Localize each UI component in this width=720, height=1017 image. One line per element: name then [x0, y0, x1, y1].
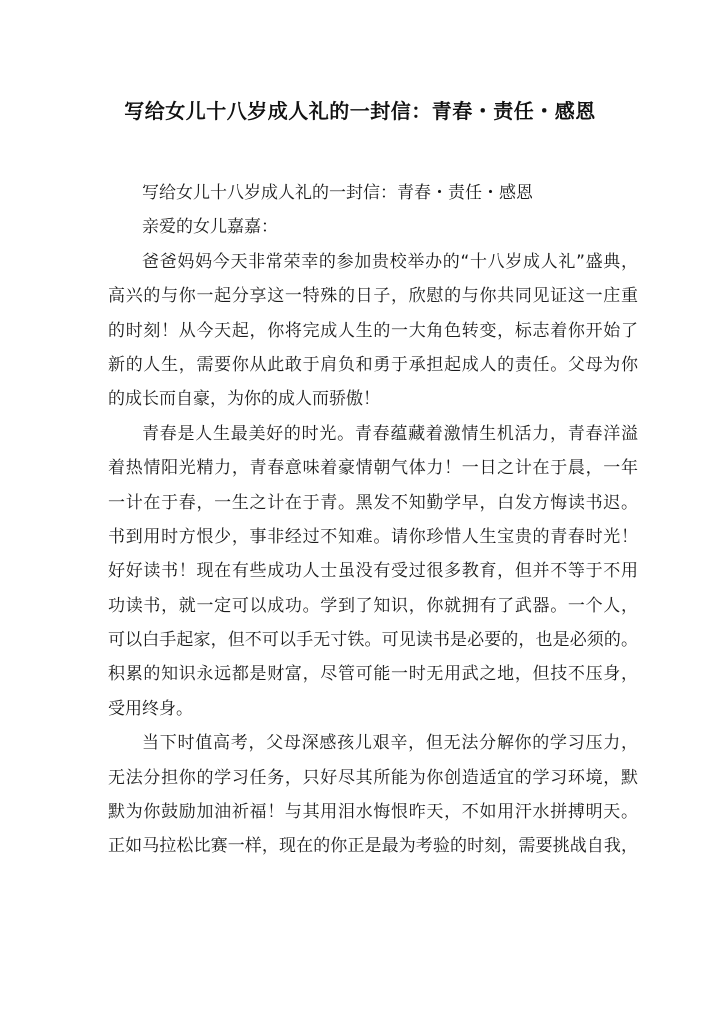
text-line: 写给女儿十八岁成人礼的一封信：青春・责任・感恩 [142, 183, 533, 203]
text-line: 的成长而自豪，为你的成人而骄傲！ [108, 389, 380, 410]
text-line: 功读书，就一定可以成功。学到了知识，你就拥有了武器。一个人， [108, 595, 638, 616]
text-line: 正如马拉松比赛一样，现在的你正是最为考验的时刻，需要挑战自我， [108, 836, 638, 857]
text-line: 好好读书！现在有些成功人士虽没有受过很多教育，但并不等于不用 [108, 561, 638, 582]
text-line: 可以白手起家，但不可以手无寸铁。可见读书是必要的，也是必须的。 [108, 630, 638, 651]
text-line: 积累的知识永远都是财富，尽管可能一时无用武之地，但技不压身， [108, 664, 638, 685]
document-title: 写给女儿十八岁成人礼的一封信：青春・责任・感恩 [124, 99, 596, 123]
text-line: 高兴的与你一起分享这一特殊的日子，欣慰的与你共同见证这一庄重 [108, 286, 638, 307]
text-line: 书到用时方恨少，事非经过不知难。请你珍惜人生宝贵的青春时光！ [108, 526, 638, 547]
letter-body [108, 176, 638, 864]
text-line: 新的人生，需要你从此敢于肩负和勇于承担起成人的责任。父母为你 [108, 354, 638, 375]
text-line: 亲爱的女儿嘉嘉： [142, 217, 278, 238]
text-line: 青春是人生最美好的时光。青春蕴藏着激情生机活力，青春洋溢 [142, 423, 638, 444]
text-line: 的时刻！从今天起，你将完成人生的一大角色转变，标志着你开始了 [108, 320, 638, 341]
text-line: 默为你鼓励加油祈福！与其用泪水悔恨昨天，不如用汗水拼搏明天。 [108, 802, 638, 823]
text-line: 当下时值高考，父母深感孩儿艰辛，但无法分解你的学习压力， [142, 733, 638, 754]
text-line: 着热情阳光精力，青春意味着豪情朝气体力！一日之计在于晨，一年 [108, 458, 638, 479]
text-line: 受用终身。 [108, 698, 193, 719]
text-line: 无法分担你的学习任务，只好尽其所能为你创造适宜的学习环境，默 [108, 767, 638, 788]
text-line: 一计在于春，一生之计在于青。黑发不知勤学早，白发方悔读书迟。 [108, 492, 638, 513]
text-line: 爸爸妈妈今天非常荣幸的参加贵校举办的“十八岁成人礼”盛典， [142, 251, 638, 272]
